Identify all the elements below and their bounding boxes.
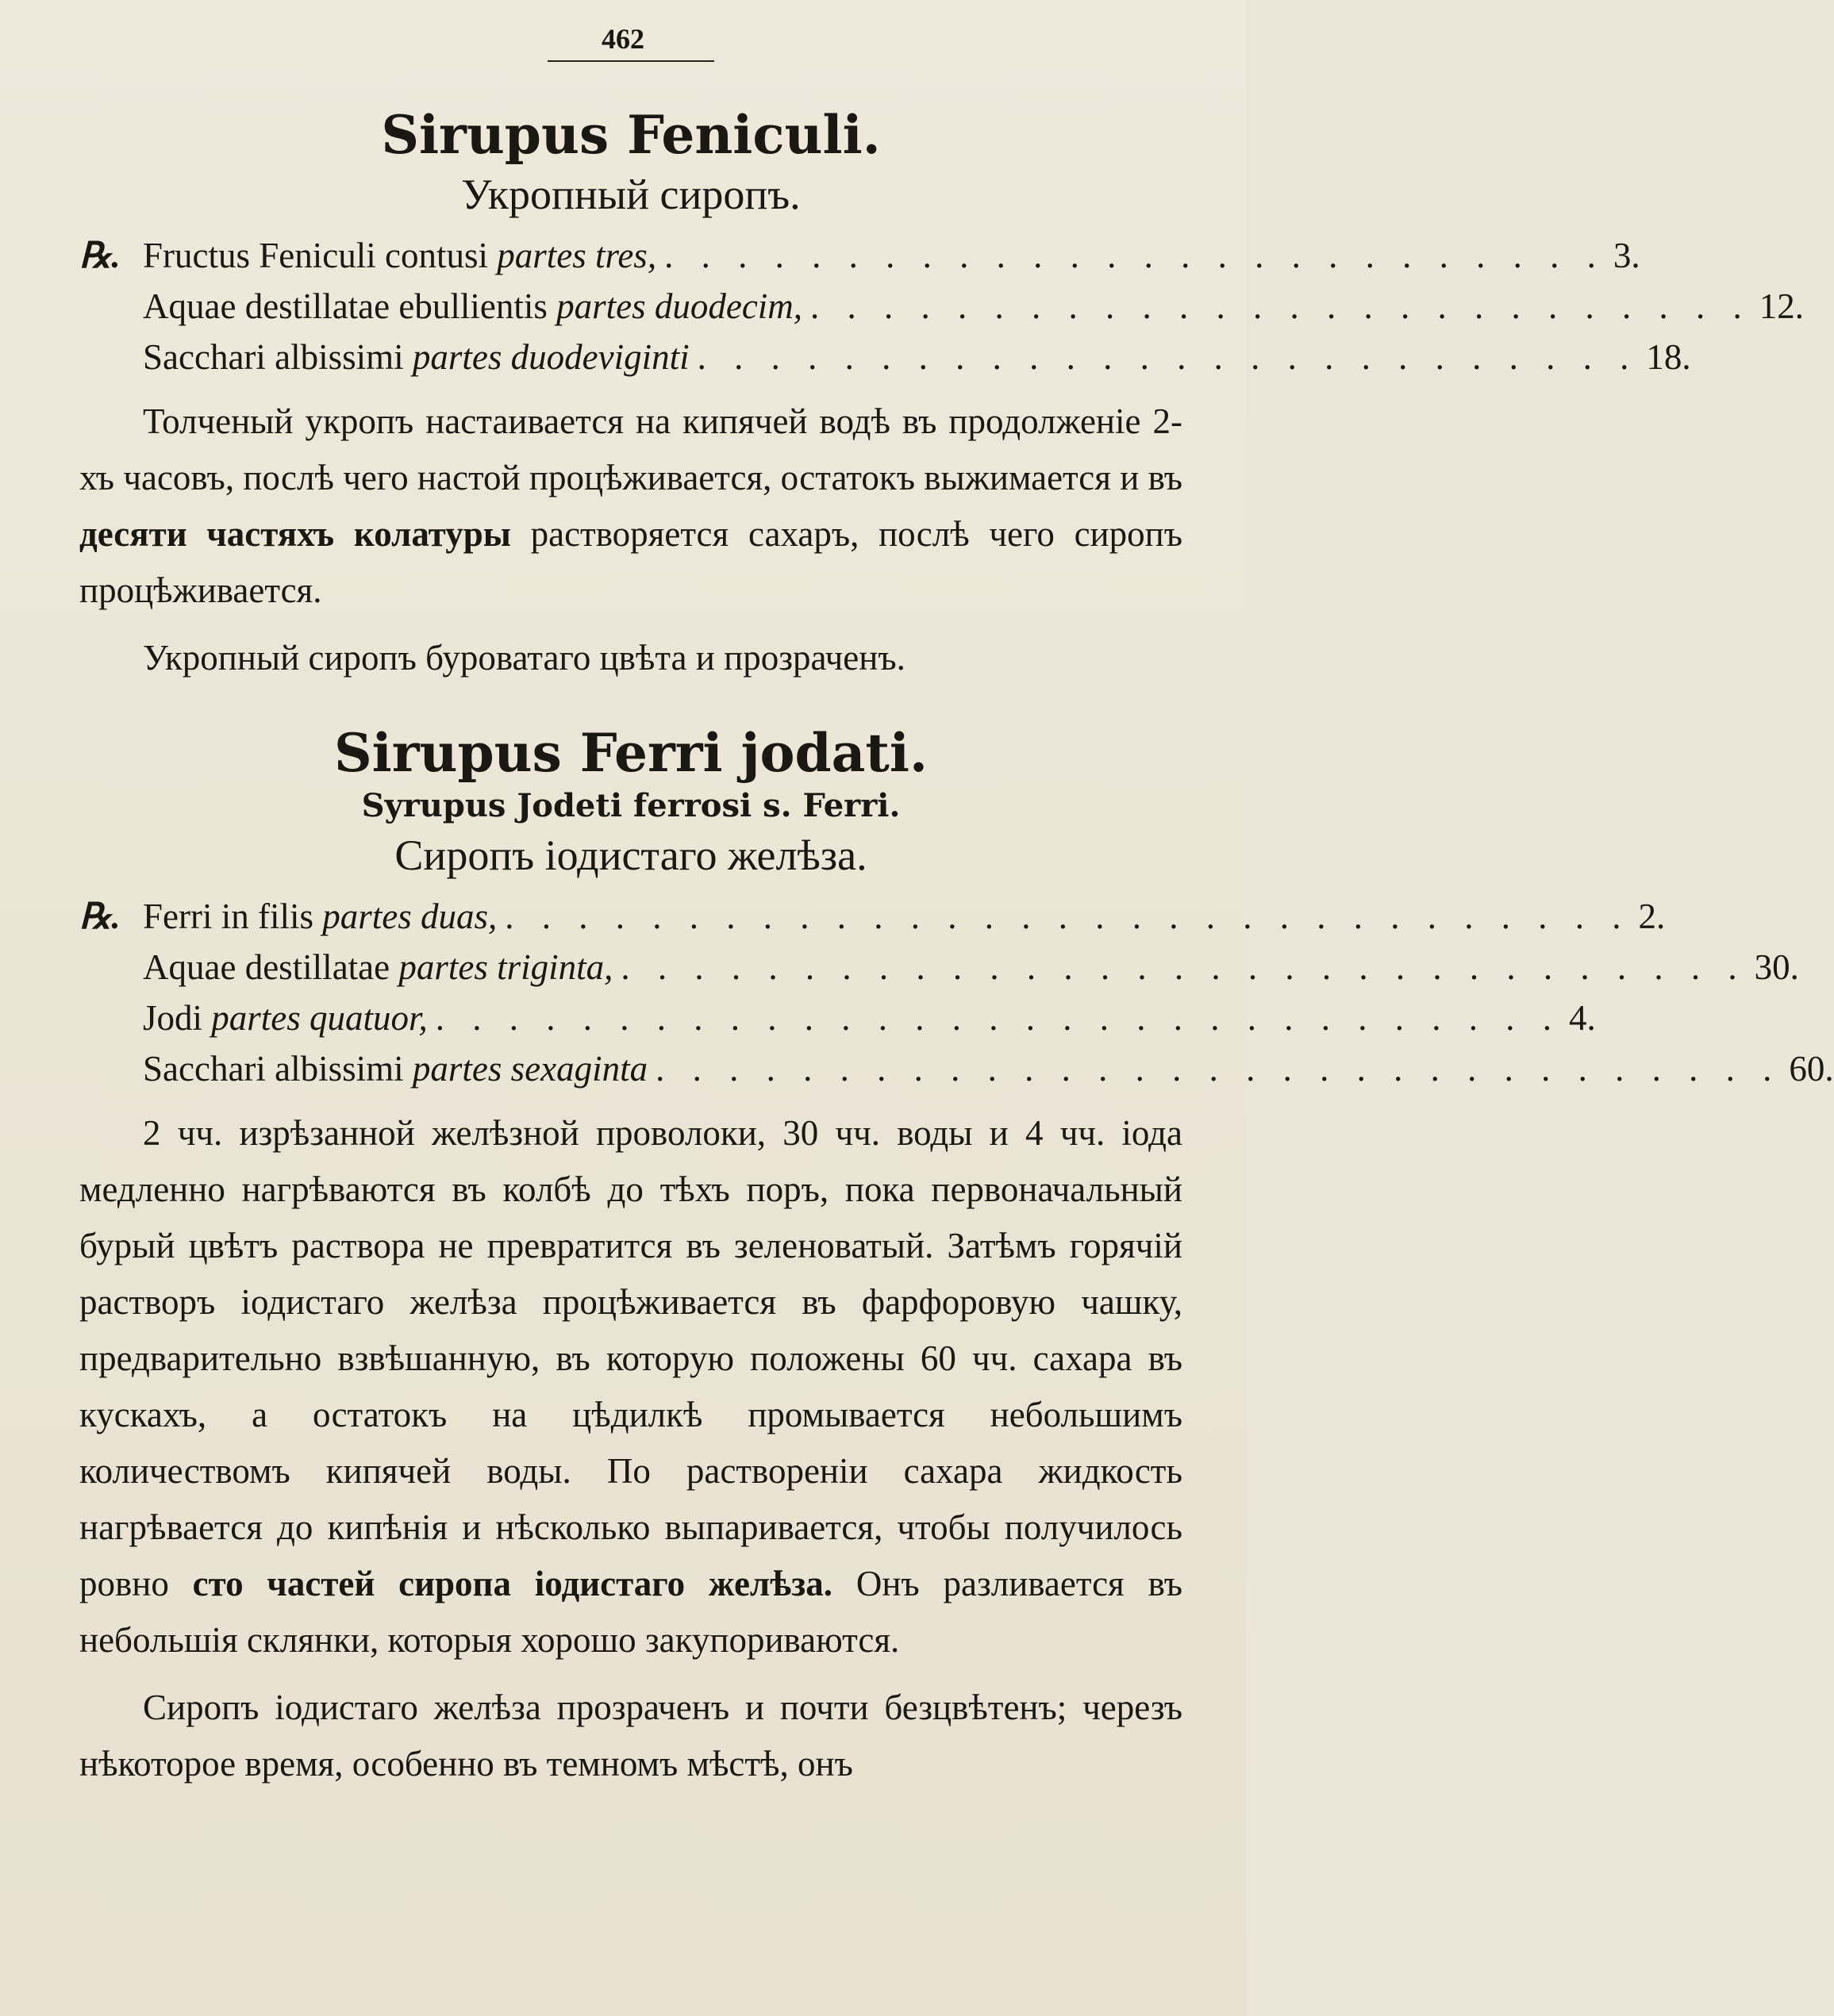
leader-dots: . . . . . . . . . . . . . . . . . . . . . . . . . .	[697, 337, 1639, 377]
ingredient-name: Fructus Feniculi contusi	[143, 236, 488, 275]
ingredient-quantity: partes sexaginta	[412, 1049, 648, 1089]
ingredient-name: Aquae destillatae ebullientis	[143, 286, 548, 326]
leader-dots: . . . . . . . . . . . . . . . . . . . . . . . . . . . . . . .	[621, 947, 1747, 987]
recipe-list	[79, 230, 1805, 382]
ingredient-quantity: partes duodecim,	[556, 286, 803, 326]
section-title-russian: Сиропъ іодистаго желѣза.	[394, 831, 867, 879]
preparation-paragraph: 2 чч. изрѣзанной желѣзной проволоки, 30 чч. воды и 4 чч. іода медленно нагрѣваются въ колбѣ до тѣхъ поръ, пока первоначальный бурый цвѣтъ раствора не превратится въ зеленоватый. Затѣмъ горячій растворъ іодистаго желѣза процѣживается въ фарфоровую чашку, предварительно взвѣшанную, въ которую положены 60 чч. сахара въ кускахъ, а остатокъ на цѣдилкѣ промывается небольшимъ количествомъ кипячей воды. По раствореніи сахара жидкость нагрѣвается до кипѣнія и нѣсколько выпаривается, чтобы получилось ровно сто частей сиропа іодистаго желѣза. Онъ разливается въ небольшія склянки, которыя хорошо закупориваются.	[79, 1113, 1182, 1660]
recipe-line	[79, 332, 1691, 382]
emphasis-text: сто частей сиропа іодистаго желѣза.	[192, 1564, 833, 1603]
ingredient-amount: 30.	[1754, 947, 1799, 987]
ingredient-amount: 60.	[1789, 1049, 1834, 1089]
ingredient-amount: 3.	[1613, 236, 1640, 275]
section-sirupus-feniculi	[79, 103, 1805, 686]
leader-dots: . . . . . . . . . . . . . . . . . . . . . . . . . . . . . . .	[656, 1049, 1782, 1089]
preparation-paragraph: Толченый укропъ настаивается на кипячей водѣ въ продолженіе 2-хъ часовъ, послѣ чего настой процѣживается, остатокъ выжимается и въ десяти частяхъ колатуры растворяется сахаръ, послѣ чего сиропъ процѣживается.	[79, 401, 1182, 610]
section-title-latin: Sirupus Feniculi.	[381, 104, 881, 166]
section-title-russian: Укропный сиропъ.	[461, 171, 801, 218]
ingredient-amount: 18.	[1646, 337, 1691, 377]
ingredient-amount: 2.	[1638, 897, 1666, 936]
leader-dots: . . . . . . . . . . . . . . . . . . . . . . . . . .	[810, 286, 1751, 326]
ingredient-amount: 12.	[1759, 286, 1805, 326]
ingredient-name: Ferri in filis	[143, 897, 313, 936]
ingredient-quantity: partes duodeviginti	[412, 337, 690, 377]
ingredient-name: Sacchari albissimi	[143, 337, 404, 377]
ingredient-amount: 4.	[1569, 998, 1596, 1038]
ingredient-name: Sacchari albissimi	[143, 1049, 404, 1089]
ingredient-quantity: partes tres,	[497, 236, 657, 275]
section-subtitle-latin: Syrupus Jodeti ferrosi s. Ferri.	[361, 787, 901, 824]
recipe-line	[79, 891, 1666, 942]
recipe-list	[79, 891, 1834, 1094]
recipe-symbol: ℞.	[79, 897, 121, 936]
section-title-latin: Sirupus Ferri jodati.	[334, 722, 928, 784]
header-rule	[548, 60, 714, 62]
description-paragraph: Сиропъ іодистаго желѣза прозраченъ и почти безцвѣтенъ; черезъ нѣкоторое время, особенно въ темномъ мѣстѣ, онъ	[79, 1688, 1182, 1784]
ingredient-quantity: partes duas,	[322, 897, 498, 936]
page-number: 462	[602, 23, 644, 55]
recipe-line	[79, 1043, 1834, 1094]
leader-dots: . . . . . . . . . . . . . . . . . . . . . . . . . . . . . . .	[435, 998, 1562, 1038]
ingredient-quantity: partes triginta,	[398, 947, 613, 987]
ingredient-quantity: partes quatuor,	[211, 998, 428, 1038]
page-content	[79, 103, 1834, 1792]
recipe-line	[79, 281, 1805, 332]
section-sirupus-ferri-jodati	[79, 721, 1834, 1792]
leader-dots: . . . . . . . . . . . . . . . . . . . . . . . . . .	[664, 236, 1605, 275]
ingredient-name: Jodi	[143, 998, 203, 1038]
recipe-line	[79, 942, 1799, 993]
ingredient-name: Aquae destillatae	[143, 947, 390, 987]
leader-dots: . . . . . . . . . . . . . . . . . . . . . . . . . . . . . . .	[505, 897, 1631, 936]
recipe-symbol: ℞.	[79, 236, 121, 275]
description-paragraph: Укропный сиропъ буроватаго цвѣта и прозраченъ.	[143, 638, 905, 678]
recipe-line	[79, 993, 1596, 1043]
emphasis-text: десяти частяхъ колатуры	[79, 514, 511, 554]
recipe-line	[79, 230, 1640, 281]
